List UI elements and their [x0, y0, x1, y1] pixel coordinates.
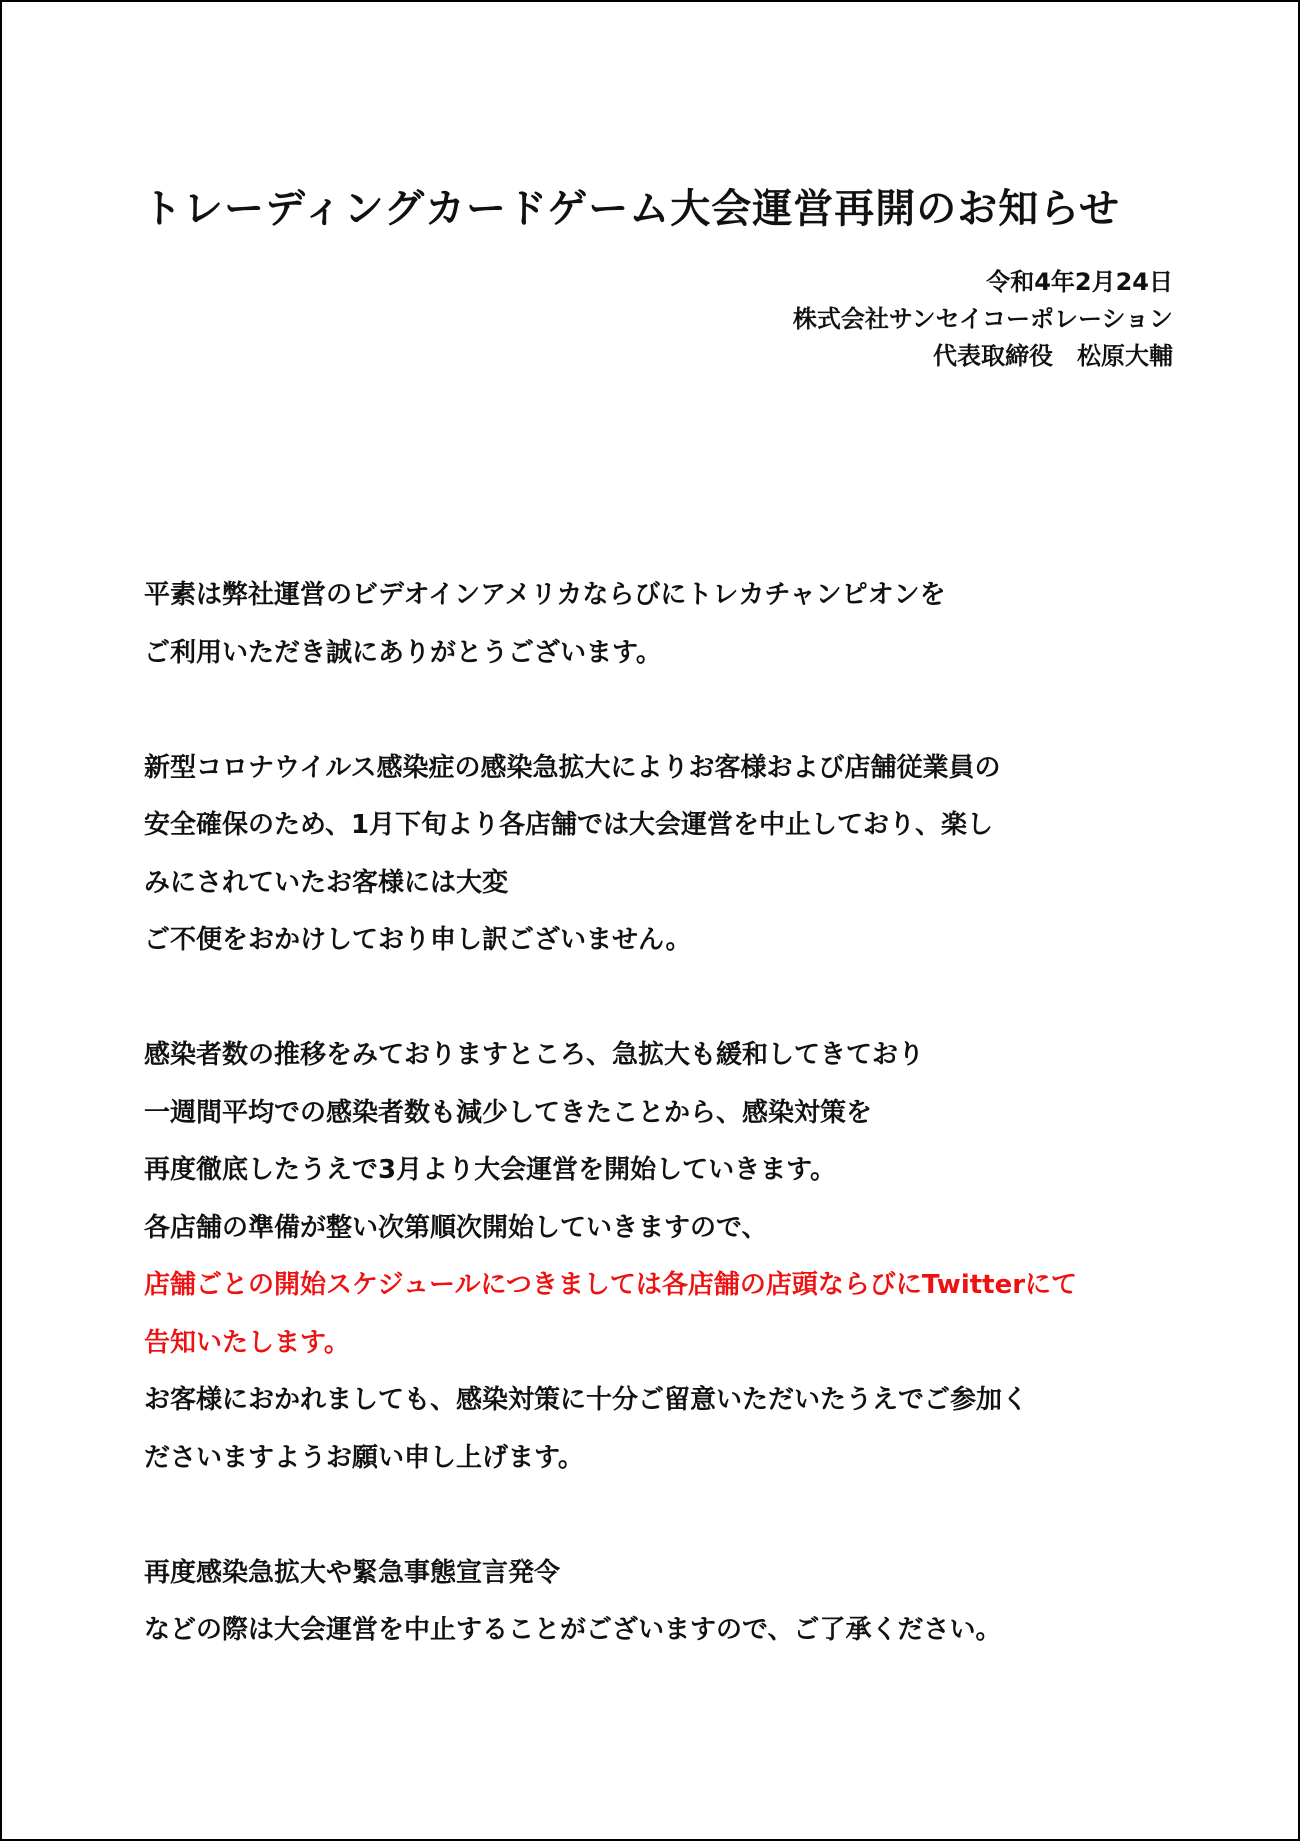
caution-paragraph	[144, 1545, 1264, 1660]
suspension-paragraph	[144, 740, 1264, 970]
body-line: 再度徹底したうえで3月より大会運営を開始していきます。	[144, 1155, 837, 1185]
body-line: ださいますようお願い申し上げます。	[144, 1442, 584, 1473]
resumption-paragraph	[144, 1027, 1264, 1487]
body-line: 安全確保のため、1月下旬より各店舗では大会運営を中止しており、楽し	[144, 810, 994, 840]
body-line: ご不便をおかけしており申し訳ございません。	[144, 925, 692, 955]
body-line: みにされていたお客様には大変	[144, 867, 509, 898]
body-line: 新型コロナウイルス感染症の感染急拡大によりお客様および店舗従業員の	[144, 752, 1001, 783]
body-line: 平素は弊社運営のビデオインアメリカならびにトレカチャンピオンを	[144, 580, 946, 610]
body-line: 再度感染急拡大や緊急事態宣言発令	[144, 1557, 561, 1588]
notice-body	[144, 567, 1264, 1717]
company-name: 株式会社サンセイコーポレーション	[792, 305, 1173, 333]
body-line: 一週間平均での感染者数も減少してきたことから、感染対策を	[144, 1097, 873, 1128]
body-line: 各店舗の準備が整い次第順次開始していきますので、	[144, 1212, 768, 1243]
highlight-line: 店舗ごとの開始スケジュールにつきましては各店舗の店頭ならびにTwitterにて	[144, 1270, 1078, 1300]
issue-date: 令和4年2月24日	[986, 268, 1173, 296]
issuer-block	[793, 264, 1173, 375]
body-line: などの際は大会運営を中止することがございますので、ご了承ください。	[144, 1615, 1002, 1645]
greeting-paragraph	[144, 567, 1264, 682]
notice-title: トレーディングカードゲーム大会運営再開のお知らせ	[142, 185, 1120, 232]
highlight-line: 告知いたします。	[144, 1327, 350, 1358]
body-line: お客様におかれましても、感染対策に十分ご留意いただいたうえでご参加く	[144, 1385, 1029, 1415]
representative-name: 代表取締役 松原大輔	[933, 342, 1173, 370]
body-line: 感染者数の推移をみておりますところ、急拡大も緩和してきており	[144, 1040, 925, 1070]
body-line: ご利用いただき誠にありがとうございます。	[144, 637, 662, 668]
